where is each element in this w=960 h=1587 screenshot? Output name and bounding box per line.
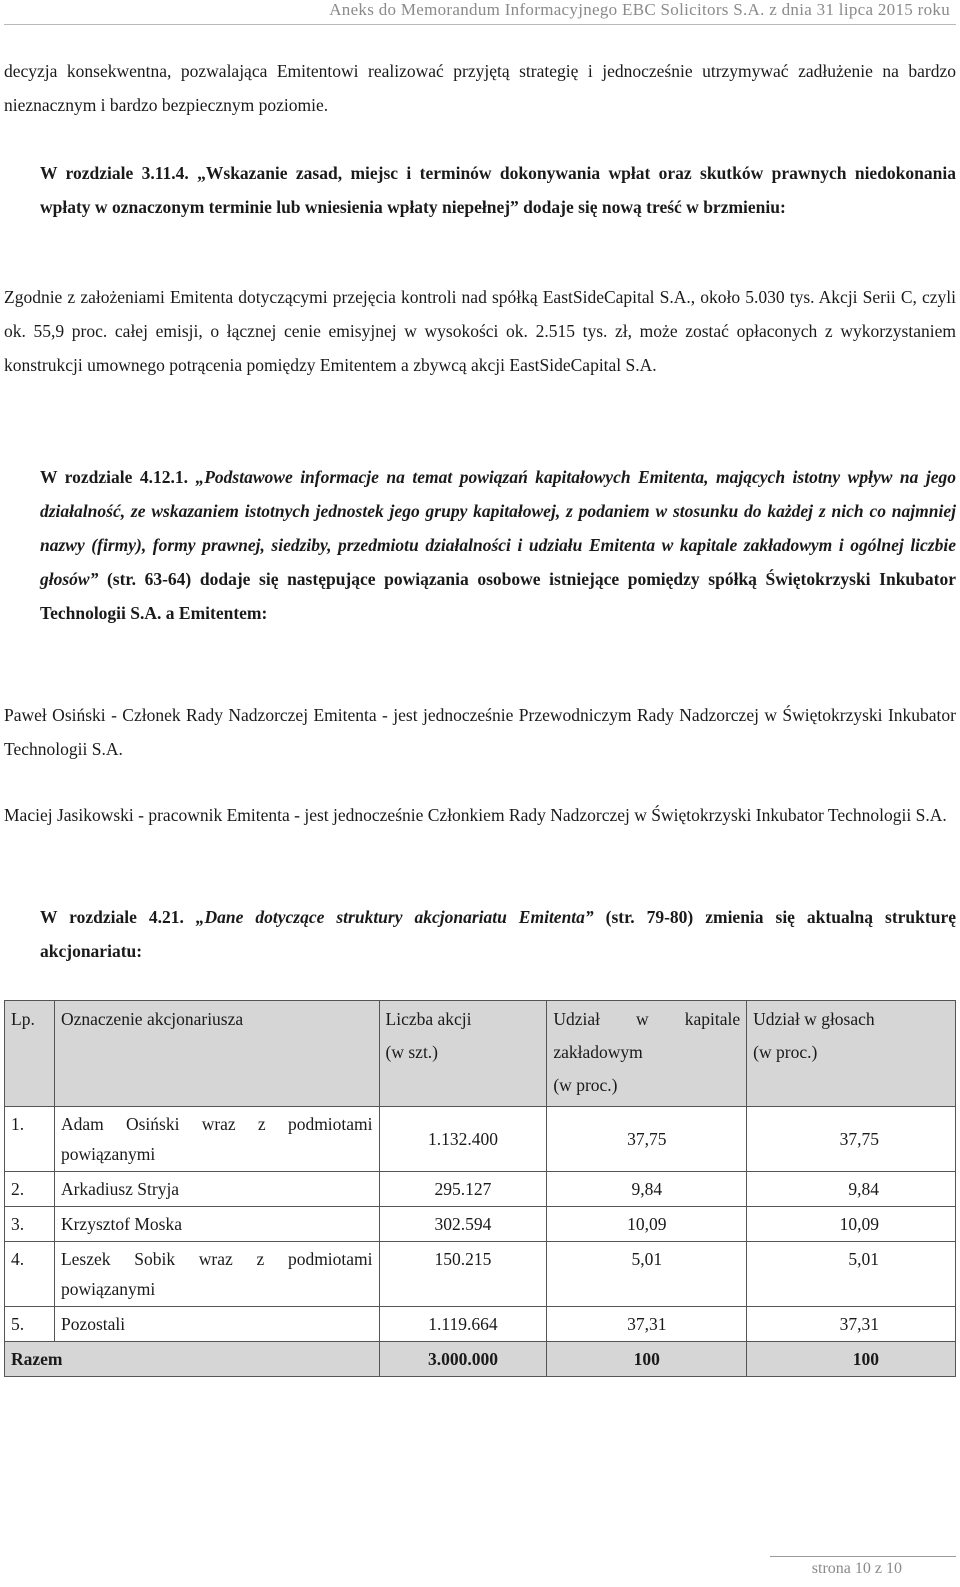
section-5-suffix: (str. 79-80) zmienia się aktualną strukturę akcjonariatu:: [40, 907, 956, 961]
header-votes-line2: (w proc.): [753, 1042, 818, 1062]
row-shares: 1.119.664: [379, 1307, 547, 1342]
total-capital: 100: [547, 1342, 747, 1377]
section-5-number: [4, 900, 40, 934]
row-lp: 1.: [5, 1107, 55, 1172]
section-3: [4, 156, 956, 224]
intro-paragraph: decyzja konsekwentna, pozwalająca Emitentowi realizować przyjętą strategię i jednocześnie utrzymywać zadłużenie na bardzo nieznacznym i bardzo bezpiecznym poziomie.: [4, 61, 956, 115]
row-name: Arkadiusz Stryja: [54, 1172, 379, 1207]
row-name: Leszek Sobik wraz z podmiotami powiązanymi: [54, 1242, 379, 1307]
row-shares: 150.215: [379, 1242, 547, 1307]
row-name: Krzysztof Moska: [54, 1207, 379, 1242]
section-4-prefix: W rozdziale 4.12.1.: [40, 467, 196, 487]
row-shares: 302.594: [379, 1207, 547, 1242]
table-row: [5, 1172, 956, 1207]
row-votes: 10,09: [747, 1207, 956, 1242]
header-capital-line3: (w proc.): [553, 1075, 618, 1095]
total-label: Razem: [5, 1342, 380, 1377]
section-3-number: [4, 156, 40, 190]
header-shares: [379, 1001, 547, 1107]
section-4: [4, 460, 956, 630]
section-4-suffix: (str. 63-64) dodaje się następujące powiązania osobowe istniejące pomiędzy spółką Świętokrzyski Inkubator Technologii S.A. a Emitentem:: [40, 569, 956, 623]
header-capital: [547, 1001, 747, 1107]
row-lp: 2.: [5, 1172, 55, 1207]
row-capital: 5,01: [547, 1242, 747, 1307]
shareholder-table: [4, 1000, 956, 1377]
header-lp: Lp.: [5, 1001, 55, 1107]
section-4-number: [4, 460, 40, 494]
row-votes: 37,31: [747, 1307, 956, 1342]
header-capital-line1: Udział w kapitale: [553, 1009, 741, 1029]
row-capital: 37,31: [547, 1307, 747, 1342]
page-number: strona 10 z 10: [811, 1560, 902, 1577]
row-capital: 9,84: [547, 1172, 747, 1207]
row-votes: 37,75: [747, 1107, 956, 1172]
header-capital-line2: zakładowym: [553, 1042, 643, 1062]
row-capital: 10,09: [547, 1207, 747, 1242]
section-5-prefix: W rozdziale 4.21.: [40, 907, 196, 927]
row-name: Pozostali: [54, 1307, 379, 1342]
footer-divider: [770, 1556, 956, 1557]
table-row: [5, 1207, 956, 1242]
takeover-paragraph: Zgodnie z założeniami Emitenta dotyczącymi przejęcia kontroli nad spółką EastSideCapital S.A., około 5.030 tys. Akcji Serii C, czyli ok. 55,9 proc. całej emisji, o łącznej cenie emisyjnej w wysokości ok. 2.515 tys. zł, może zostać opłaconych z wykorzystaniem konstrukcji umownego potrącenia pomiędzy Emitentem a zbywcą akcji EastSideCapital S.A.: [4, 287, 956, 375]
row-votes: 5,01: [747, 1242, 956, 1307]
table-row: [5, 1107, 956, 1172]
row-shares: 1.132.400: [379, 1107, 547, 1172]
total-votes: 100: [747, 1342, 956, 1377]
section-5-chapter-title: „Dane dotyczące struktury akcjonariatu Emitenta”: [195, 907, 594, 927]
table-total-row: [5, 1342, 956, 1377]
header-votes: [747, 1001, 956, 1107]
section-5: [4, 900, 956, 968]
header-votes-line1: Udział w głosach: [753, 1009, 875, 1029]
row-shares: 295.127: [379, 1172, 547, 1207]
jasikowski-paragraph: Maciej Jasikowski - pracownik Emitenta - jest jednocześnie Członkiem Rady Nadzorczej w Świętokrzyski Inkubator Technologii S.A.: [4, 805, 947, 825]
page-header: Aneks do Memorandum Informacyjnego EBC Solicitors S.A. z dnia 31 lipca 2015 roku: [329, 0, 950, 19]
total-shares: 3.000.000: [379, 1342, 547, 1377]
row-name: Adam Osiński wraz z podmiotami powiązanymi: [54, 1107, 379, 1172]
osinski-paragraph: Paweł Osiński - Członek Rady Nadzorczej Emitenta - jest jednocześnie Przewodniczym Rady Nadzorczej w Świętokrzyski Inkubator Technologii S.A.: [4, 705, 956, 759]
section-4-chapter-title: „Podstawowe informacje na temat powiązań kapitałowych Emitenta, mających istotny wpływ na jego działalność, ze wskazaniem istotnych jednostek jego grupy kapitałowej, z podaniem w stosunku do każdej z nich co najmniej nazwy (firmy), formy prawnej, siedziby, przedmiotu działalności i udziału Emitenta w kapitale zakładowym i ogólnej liczbie głosów”: [40, 467, 956, 589]
header-name: Oznaczenie akcjonariusza: [54, 1001, 379, 1107]
row-votes: 9,84: [747, 1172, 956, 1207]
section-3-text: W rozdziale 3.11.4. „Wskazanie zasad, miejsc i terminów dokonywania wpłat oraz skutków prawnych niedokonania wpłaty w oznaczonym terminie lub wniesienia wpłaty niepełnej” dodaje się nową treść w brzmieniu:: [40, 163, 956, 217]
table-row: [5, 1307, 956, 1342]
row-capital: 37,75: [547, 1107, 747, 1172]
header-shares-line1: Liczba akcji: [385, 1009, 472, 1029]
header-divider: [4, 24, 956, 25]
table-row: [5, 1242, 956, 1307]
row-lp: 5.: [5, 1307, 55, 1342]
header-shares-line2: (w szt.): [385, 1042, 439, 1062]
row-lp: 4.: [5, 1242, 55, 1307]
table-header-row: [5, 1001, 956, 1107]
row-lp: 3.: [5, 1207, 55, 1242]
